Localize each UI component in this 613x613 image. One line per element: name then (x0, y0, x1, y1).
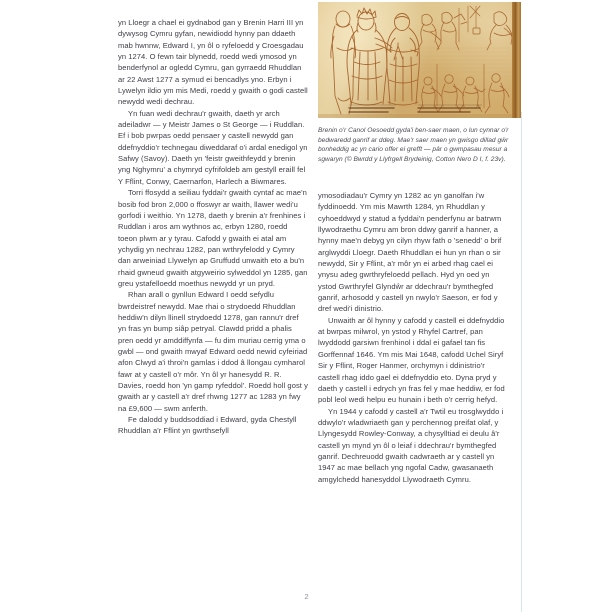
figure-caption: Brenin o'r Canol Oesoedd gyda'i ben-saer maen, o lun cynnar o'r bedwaredd ganrif ar ddeg. Mae'r saer maen yn gwisgo dillad gŵr bonheddig ac yn cario offer ei grefft — pâr o gwmpasau mesur a sgwaryn (© Bwrdd y Llyfrgell Brydeinig, Cotton Nero D I, f. 23v). (318, 127, 509, 163)
text-column-right (318, 190, 508, 485)
paragraph: Torri ffosydd a seiliau fyddai'r gwaith cyntaf ac mae'n bosib fod bron 2,000 o ffoswyr ar waith, llawer wedi'u gorfodi i weithio. Yn 1278, daeth y brenin a'r frenhines i Ruddlan i aros am wythnos ac, erbyn 1280, roedd toeon plwm ar y tyrau. Cafodd y gwaith ei atal am ychydig yn nechrau 1282, pan wrthryfelodd y Cymry dan arweiniad Llywelyn ap Gruffudd unwaith eto a bu'n rhaid gwneud gwaith atgyweirio sylweddol yn 1285, gan greu ystafelloedd moethus newydd yr un pryd. (118, 188, 308, 288)
figure (318, 2, 521, 118)
manuscript-drawing (318, 2, 521, 118)
paragraph: yn Lloegr a chael ei gydnabod gan y Brenin Harri III yn dywysog Cymru gyfan, newidiodd hynny pan ddaeth mab hwnnw, Edward I, yn ôl o ryfeloedd y Croesgadau yn 1274. O fewn tair blynedd, roedd wedi ymosod yn benderfynol ar ogledd Cymru, gan gyrraedd Rhuddlan ar 22 Awst 1277 a symud ei bencadlys yno. Erbyn i Lywelyn ildio ym mis Medi, roedd y gwaith o godi castell newydd wedi dechrau. (118, 18, 308, 107)
paragraph: ymosodiadau'r Cymry yn 1282 ac yn ganolfan i'w fyddinoedd. Ym mis Mawrth 1284, yn Rhuddlan y cyhoeddwyd y statud a fyddai'n penderfynu ar batrwm llywodraethu Cymru am bron ddwy ganrif a hanner, a hynny mae'n debyg yn cilyn rhyw fath o 'senedd' o brif arglwyddi Lloegr. Daeth Rhuddlan ei hun yn rhan o sir newydd, Sir y Fflint, a'r môr yn ei arbed rhag cael ei ynysu adeg gwrthryfeloedd pellach. Hyd yn oed yn ystod Gwrthryfel Glyndŵr ar ddechrau'r bymthegfed ganrif, arhosodd y castell yn nwylo'r Saeson, er fod y dref wedi'i dinistrio. (318, 191, 502, 314)
page-number: 2 (304, 592, 309, 601)
manuscript-gutter (512, 2, 521, 118)
paragraph: Fe dalodd y buddsoddiad i Edward, gyda Chestyll Rhuddlan a'r Fflint yn gwrthsefyll (118, 415, 297, 436)
paragraph: Unwaith ar ôl hynny y cafodd y castell ei ddefnyddio at bwrpas milwrol, yn ystod y Rhyfel Cartref, pan lwyddodd garsiwn frenhinol i ddal ei gafael tan fis Gorffennaf 1646. Ym mis Mai 1648, cafodd Uchel Siryf Sir y Fflint, Roger Hanmer, orchymyn i ddinistrio'r castell rhag iddo gael ei ddefnyddio eto. Dyna pryd y daeth y castell i edrych yn fras fel y mae heddiw, er fod pobl leol wedi helpu eu hunain i beth o'r cerrig hefyd. (318, 315, 505, 405)
text-column-left (118, 17, 308, 437)
paragraph: Rhan arall o gynllun Edward I oedd sefydlu bwrdeistref newydd. Mae rhai o strydoedd Rhuddlan heddiw'n dilyn llinell strydoedd 1278, gan rannu'r dref yn fras yn bump siâp petryal. Clawdd pridd a phalis pren oedd yr amddiffynfa — fu dim muriau cerrig yma o gwbl — ond gwaith mwyaf Edward oedd newid cyfeiriad afon Clwyd a'i throi'n gamlas i ddod â llongau cymharol fawr at y castell o'r môr. Yn ôl yr hanesydd R. R. Davies, roedd hon 'yn gamp ryfeddol'. Roedd holl gost y gwaith ar y castell a'r dref rhwng 1277 ac 1283 yn fwy na £9,600 — swm anferth. (118, 290, 308, 413)
page-edge-rule (521, 112, 522, 612)
manuscript-illustration-image (318, 2, 521, 118)
paragraph: Yn fuan wedi dechrau'r gwaith, daeth yr arch adeiladwr — y Meistr James o St George — i Ruddlan. Ef i bob pwrpas oedd pensaer y castell newydd gan ddefnyddio'r technegau diweddaraf o'i ardal enedigol yn Safwy (Savoy). Daeth yn 'feistr gweithfeydd y brenin yng Nghymru' a chymryd cyfrifoldeb am gestyll eraill fel Y Fflint, Conwy, Caernarfon, Harlech a Biwmares. (118, 108, 308, 186)
paragraph: Yn 1944 y cafodd y castell a'r Twtil eu trosglwyddo i ddwylo'r wladwriaeth gan y perchennog preifat olaf, y Llyngesydd Rowley-Conway, a chysylltiad ei deulu â'r castell yn mynd yn ôl o leiaf i ddechrau'r bymthegfed ganrif. Dechreuodd gwaith cadwraeth ar y castell yn 1947 ac mae bellach yng ngofal Cadw, gwasanaeth amgylchedd hanesyddol Llywodraeth Cymru. (318, 406, 504, 484)
